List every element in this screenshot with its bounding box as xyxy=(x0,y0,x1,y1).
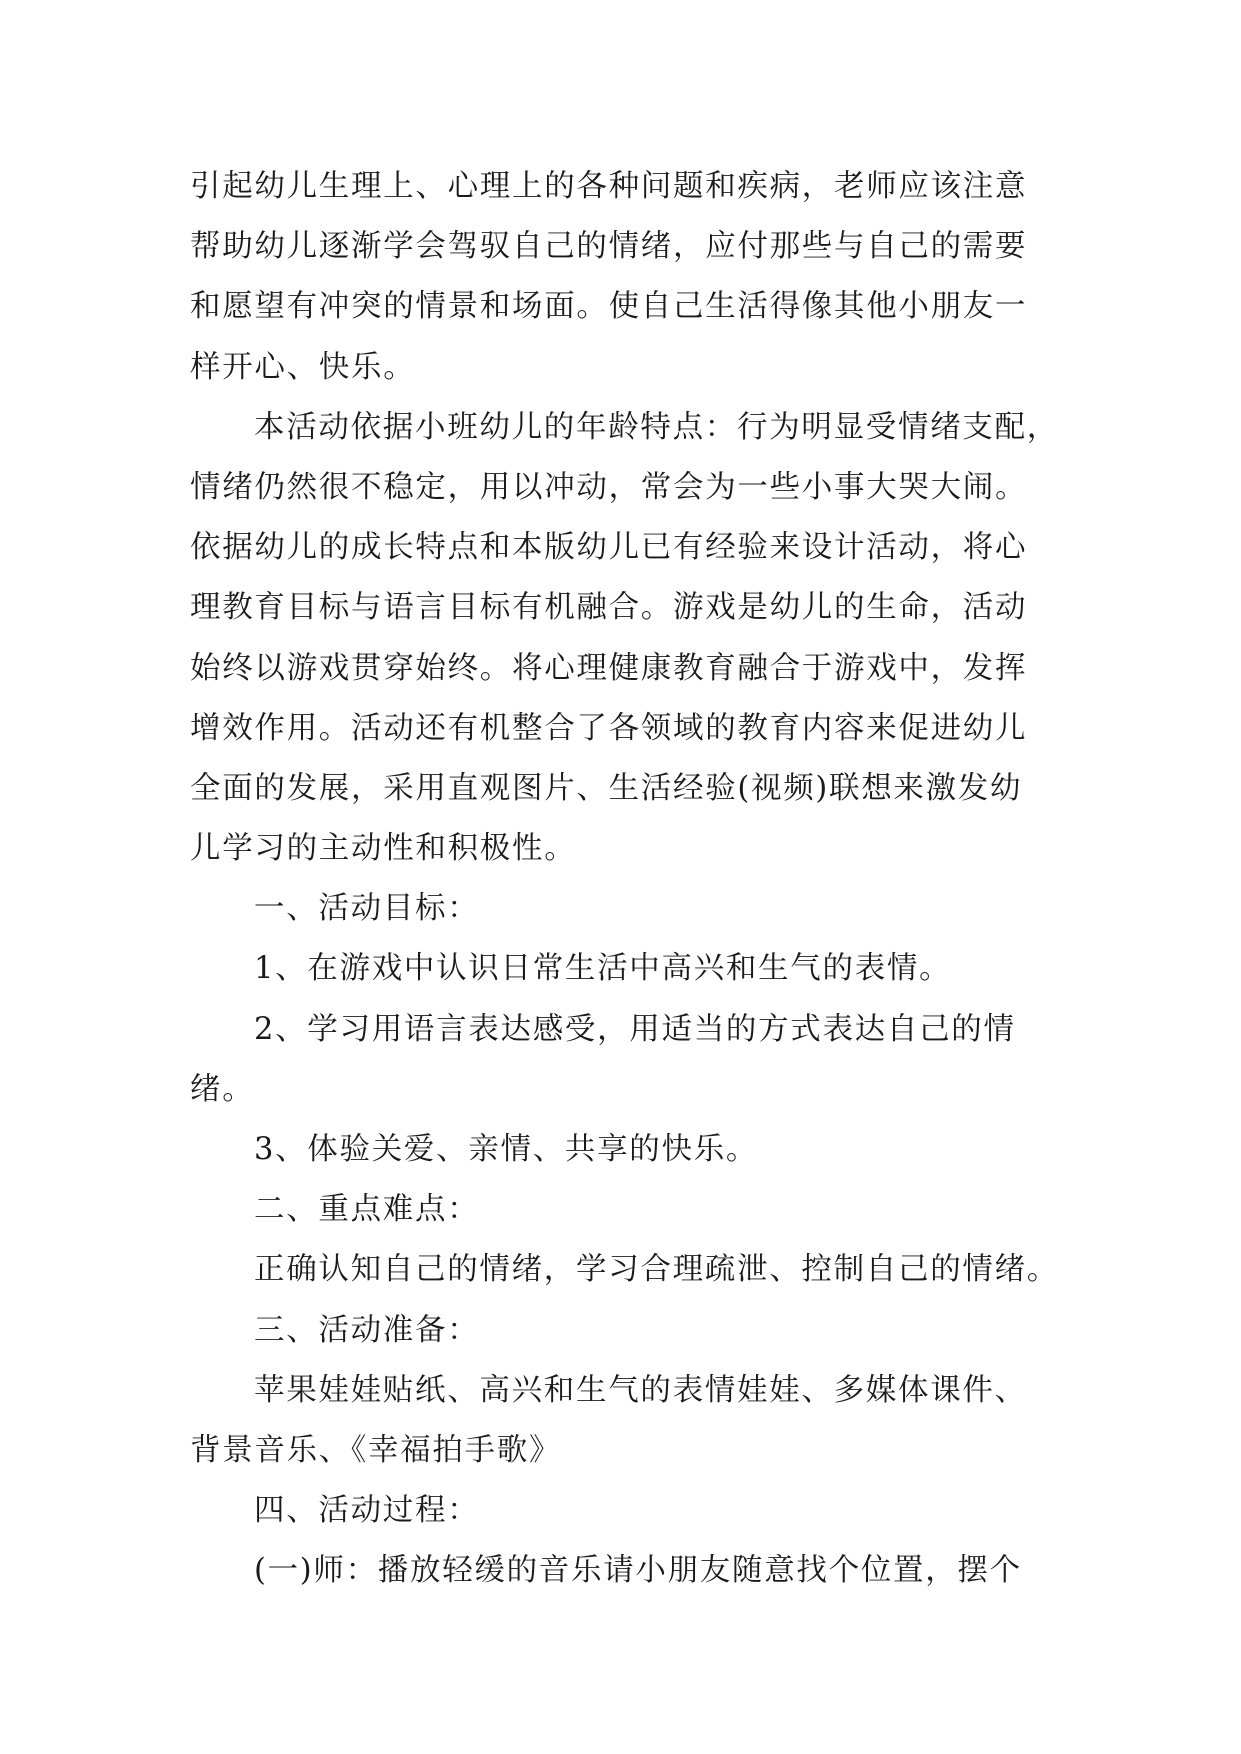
text-line: 一、活动目标： xyxy=(254,891,480,927)
text-line: 增效作用。活动还有机整合了各领域的教育内容来促进幼儿 xyxy=(190,710,1028,746)
text-line: 样开心、快乐。 xyxy=(190,349,416,385)
text-line: 始终以游戏贯穿始终。将心理健康教育融合于游戏中，发挥 xyxy=(190,650,1028,686)
text-line: 全面的发展，采用直观图片、生活经验(视频)联想来激发幼 xyxy=(190,770,1023,806)
text-line: 2、学习用语言表达感受，用适当的方式表达自己的情 xyxy=(254,1011,1016,1047)
text-line: 本活动依据小班幼儿的年龄特点：行为明显受情绪支配， xyxy=(254,409,1059,445)
text-line: 引起幼儿生理上、心理上的各种问题和疾病，老师应该注意 xyxy=(190,169,1028,204)
text-line: 背景音乐、《幸福拍手歌》 xyxy=(190,1432,562,1468)
text-line: 四、活动过程： xyxy=(254,1493,480,1529)
text-line: 理教育目标与语言目标有机融合。游戏是幼儿的生命，活动 xyxy=(190,590,1028,626)
text-line: 情绪仍然很不稳定，用以冲动，常会为一些小事大哭大闹。 xyxy=(190,469,1028,505)
text-line: 正确认知自己的情绪，学习合理疏泄、控制自己的情绪。 xyxy=(254,1252,1059,1288)
text-line: 和愿望有冲突的情景和场面。使自己生活得像其他小朋友一 xyxy=(190,289,1028,325)
text-line: 绪。 xyxy=(190,1071,255,1107)
text-line: 二、重点难点： xyxy=(254,1192,480,1228)
text-line: 3、体验关爱、亲情、共享的快乐。 xyxy=(254,1132,759,1167)
text-line: 依据幼儿的成长特点和本版幼儿已有经验来设计活动，将心 xyxy=(190,530,1028,566)
text-line: 帮助幼儿逐渐学会驾驭自己的情绪，应付那些与自己的需要 xyxy=(190,229,1028,265)
text-line: 苹果娃娃贴纸、高兴和生气的表情娃娃、多媒体课件、 xyxy=(254,1372,1027,1408)
text-line: 三、活动准备： xyxy=(254,1312,480,1348)
text-line: 1、在游戏中认识日常生活中高兴和生气的表情。 xyxy=(254,951,952,987)
document-body xyxy=(190,157,1070,1602)
text-line: (一)师：播放轻缓的音乐请小朋友随意找个位置，摆个 xyxy=(254,1553,1022,1589)
text-line: 儿学习的主动性和积极性。 xyxy=(190,831,577,867)
